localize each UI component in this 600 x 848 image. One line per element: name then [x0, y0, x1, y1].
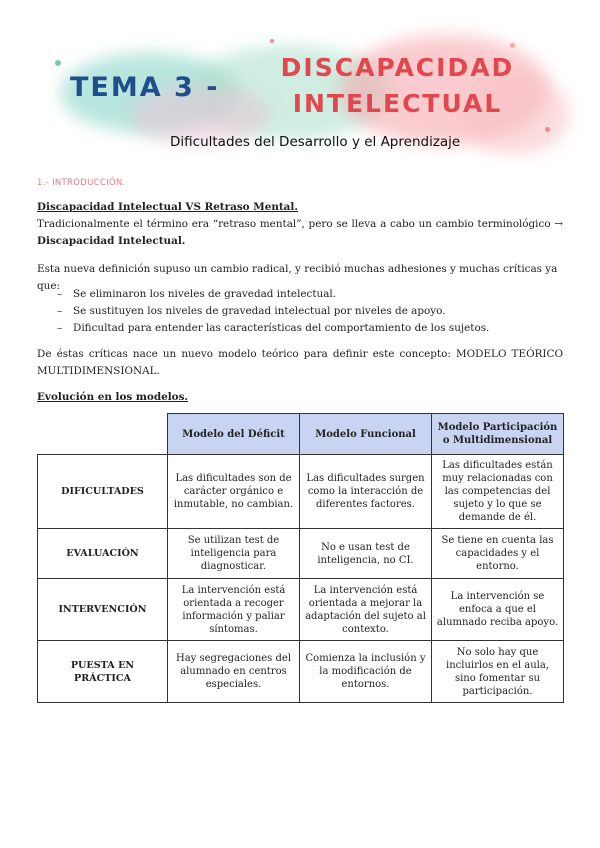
title-line-1: DISCAPACIDAD	[280, 53, 515, 82]
list-item: – Se sustituyen los niveles de gravedad intelectual por niveles de apoyo.	[57, 303, 489, 320]
table-cell: Se tiene en cuenta las capacidades y el entorno.	[432, 529, 564, 579]
tema-number: TEMA 3 -	[70, 72, 220, 103]
table-cell: Las dificultades son de carácter orgánico e inmutable, no cambian.	[168, 455, 300, 529]
table-row	[38, 641, 564, 703]
subheading: Discapacidad Intelectual VS Retraso Mental.	[37, 201, 298, 213]
list-item: – Se eliminaron los niveles de gravedad intelectual.	[57, 286, 489, 303]
criticism-list	[57, 286, 489, 337]
paint-splatter	[545, 127, 550, 132]
row-header: EVALUACIÓN	[38, 529, 168, 579]
table-cell: Las dificultades están muy relacionadas con las competencias del sujeto y lo que se demande de él.	[432, 455, 564, 529]
page-subtitle: Dificultades del Desarrollo y el Aprendizaje	[170, 134, 461, 150]
empty-header-cell	[38, 414, 168, 455]
paragraph-1-text: Tradicionalmente el término era “retraso mental”, pero se lleva a cabo un cambio terminológico →	[37, 218, 563, 230]
paint-splatter	[270, 39, 274, 43]
models-table	[37, 413, 564, 703]
paragraph-1	[37, 216, 563, 250]
table-row	[38, 529, 564, 579]
table-cell: La intervención se enfoca a que el alumnado reciba apoyo.	[432, 579, 564, 641]
table-cell: No e usan test de inteligencia, no CI.	[300, 529, 432, 579]
table-cell: Las dificultades surgen como la interacción de diferentes factores.	[300, 455, 432, 529]
evolution-heading: Evolución en los modelos.	[37, 391, 189, 403]
paragraph-1-bold: Discapacidad Intelectual.	[37, 235, 186, 247]
column-header: Modelo Participación o Multidimensional	[432, 414, 564, 455]
table-row	[38, 455, 564, 529]
table-cell: Comienza la inclusión y la modificación de entornos.	[300, 641, 432, 703]
column-header: Modelo Funcional	[300, 414, 432, 455]
table-row	[38, 579, 564, 641]
table-header-row	[38, 414, 564, 455]
paragraph-2: Esta nueva definición supuso un cambio radical, y recibió muchas adhesiones y muchas críticas ya que:	[37, 263, 558, 292]
page-title	[265, 50, 530, 122]
row-header: DIFICULTADES	[38, 455, 168, 529]
title-line-2: INTELECTUAL	[292, 89, 503, 118]
column-header: Modelo del Déficit	[168, 414, 300, 455]
paragraph-3: De éstas críticas nace un nuevo modelo teórico para definir este concepto: MODELO TEÓRICO MULTIDIMENSIONAL.	[37, 348, 563, 377]
table-cell: Se utilizan test de inteligencia para diagnosticar.	[168, 529, 300, 579]
table-cell: No solo hay que incluirlos en el aula, sino fomentar su participación.	[432, 641, 564, 703]
row-header: INTERVENCIÓN	[38, 579, 168, 641]
list-item: – Dificultad para entender las características del comportamiento de los sujetos.	[57, 320, 489, 337]
table-cell: La intervención está orientada a mejorar la adaptación del sujeto al contexto.	[300, 579, 432, 641]
table-cell: Hay segregaciones del alumnado en centros especiales.	[168, 641, 300, 703]
row-header: PUESTA EN PRÁCTICA	[38, 641, 168, 703]
paint-splatter	[510, 43, 515, 48]
section-heading: 1.- INTRODUCCIÓN.	[37, 178, 126, 188]
table-cell: La intervención está orientada a recoger información y paliar síntomas.	[168, 579, 300, 641]
paint-splatter	[55, 60, 61, 66]
